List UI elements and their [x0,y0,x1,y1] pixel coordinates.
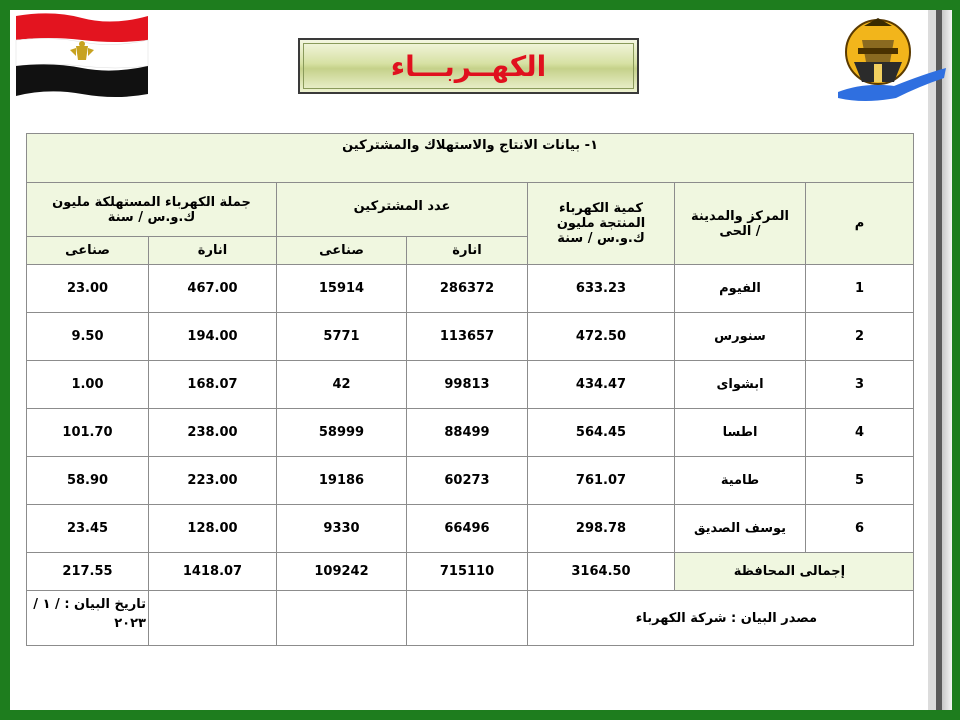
consumption-header: جملة الكهرباء المستهلكة مليون ك.و.س / سنة [27,183,277,237]
row-number-cell: 3 [806,361,914,409]
cons-lighting-cell: 467.00 [149,265,277,313]
subscribers-lighting-header: انارة [407,237,528,265]
cons-industrial-cell: 23.00 [27,265,149,313]
consumption-industrial-header: صناعى [27,237,149,265]
production-header: كمية الكهرباء المنتجة مليون ك.و.س / سنة [528,183,675,265]
table-row [27,505,914,553]
sub-industrial-cell: 19186 [277,457,407,505]
row-number-cell: 2 [806,313,914,361]
data-date: تاريخ البيان : / ١ /٢٠٢٣ [27,591,149,646]
side-stripe [942,10,952,710]
district-cell: اطسا [675,409,806,457]
section-title: ١- بيانات الانتاج والاستهلاك والمشتركين [27,134,914,183]
footer-row [27,591,914,646]
cons-industrial-cell: 101.70 [27,409,149,457]
empty-cell [149,591,277,646]
cons-lighting-cell: 168.07 [149,361,277,409]
production-cell: 633.23 [528,265,675,313]
total-row [27,553,914,591]
table-row [27,313,914,361]
sub-lighting-cell: 99813 [407,361,528,409]
table-row [27,457,914,505]
sub-lighting-cell: 60273 [407,457,528,505]
cons-lighting-cell: 128.00 [149,505,277,553]
sub-lighting-cell: 286372 [407,265,528,313]
cons-lighting-cell: 223.00 [149,457,277,505]
sub-industrial-cell: 42 [277,361,407,409]
governorate-logo-icon [834,12,948,104]
electricity-table [26,133,914,646]
row-number-cell: 4 [806,409,914,457]
cons-industrial-cell: 1.00 [27,361,149,409]
cons-lighting-cell: 238.00 [149,409,277,457]
sub-lighting-cell: 88499 [407,409,528,457]
sub-industrial-cell: 5771 [277,313,407,361]
row-number-cell: 6 [806,505,914,553]
page-title: الكهــربـــاء [390,49,547,83]
production-cell: 434.47 [528,361,675,409]
consumption-lighting-header: انارة [149,237,277,265]
sub-industrial-cell: 9330 [277,505,407,553]
empty-cell [277,591,407,646]
total-label: إجمالى المحافظة [675,553,914,591]
cons-industrial-cell: 58.90 [27,457,149,505]
table-row [27,409,914,457]
cons-lighting-cell: 194.00 [149,313,277,361]
district-cell: طامية [675,457,806,505]
cons-industrial-cell: 23.45 [27,505,149,553]
production-cell: 564.45 [528,409,675,457]
row-number-cell: 1 [806,265,914,313]
egypt-flag-icon [12,10,150,102]
subscribers-industrial-header: صناعى [277,237,407,265]
data-source: مصدر البيان : شركة الكهرباء [528,591,914,646]
table-row [27,265,914,313]
production-cell: 298.78 [528,505,675,553]
district-cell: يوسف الصديق [675,505,806,553]
total-cons-industrial-cell: 217.55 [27,553,149,591]
empty-cell [407,591,528,646]
sub-lighting-cell: 66496 [407,505,528,553]
table-row [27,361,914,409]
district-cell: الفيوم [675,265,806,313]
district-header: المركز والمدينة / الحى [675,183,806,265]
total-sub-industrial-cell: 109242 [277,553,407,591]
production-cell: 761.07 [528,457,675,505]
sub-lighting-cell: 113657 [407,313,528,361]
row-number-cell: 5 [806,457,914,505]
production-cell: 472.50 [528,313,675,361]
sub-industrial-cell: 15914 [277,265,407,313]
district-cell: ابشواى [675,361,806,409]
total-cons-lighting-cell: 1418.07 [149,553,277,591]
sub-industrial-cell: 58999 [277,409,407,457]
district-cell: سنورس [675,313,806,361]
subscribers-header: عدد المشتركين [277,183,528,237]
title-banner [298,38,639,94]
cons-industrial-cell: 9.50 [27,313,149,361]
number-header: م [806,183,914,265]
total-sub-lighting-cell: 715110 [407,553,528,591]
total-production-cell: 3164.50 [528,553,675,591]
